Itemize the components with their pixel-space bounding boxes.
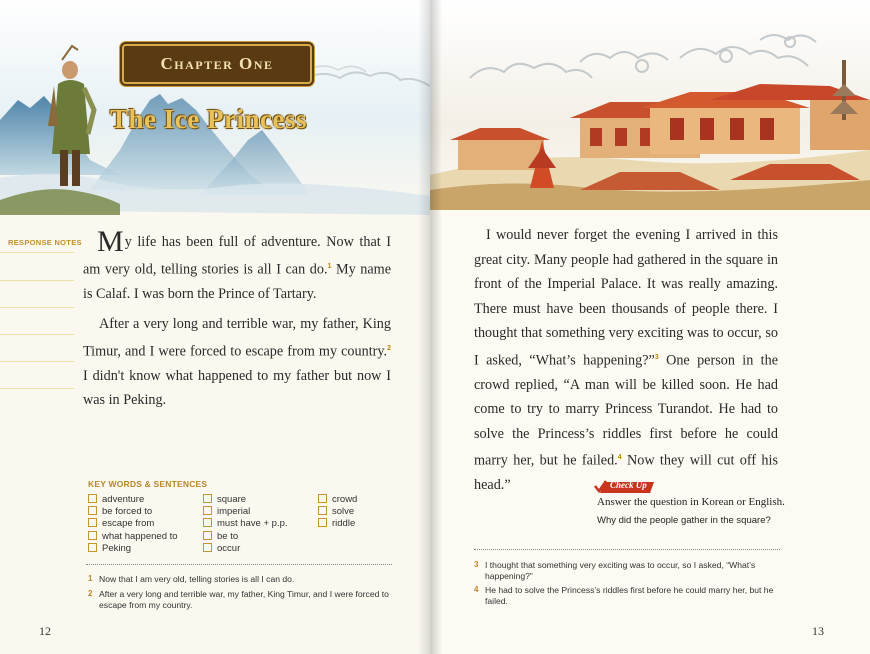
- footnote-1: 1 Now that I am very old, telling stories is all I can do.: [88, 574, 295, 584]
- checkbox-icon: [203, 506, 212, 515]
- check-up-label: Check Up: [610, 480, 647, 490]
- key-word-item: be to: [203, 531, 288, 543]
- paragraph-2: After a very long and terrible war, my father, King Timur, and I were forced to escape from my country.$^2$ I didn't know what happened to my father but now I was in Peking.: [83, 316, 391, 409]
- footnote-ref-3: 3: [654, 353, 659, 361]
- drop-cap: M: [97, 225, 124, 258]
- key-word-item: what happened to: [88, 531, 178, 543]
- key-word-item: Peking: [88, 543, 178, 555]
- key-word-item: imperial: [203, 506, 288, 518]
- chapter-label: Chapter One: [160, 54, 274, 73]
- key-word-item: escape from: [88, 518, 178, 530]
- key-word-item: adventure: [88, 494, 178, 506]
- checkbox-icon: [88, 518, 97, 527]
- key-words-col-1: [88, 494, 178, 555]
- checkbox-icon: [318, 506, 327, 515]
- response-notes-label: RESPONSE NOTES: [8, 238, 82, 247]
- page-number-left: 12: [39, 624, 51, 638]
- check-up-instruction: Answer the question in Korean or English.: [597, 496, 785, 508]
- key-word-item: be forced to: [88, 506, 178, 518]
- checkbox-icon: [88, 543, 97, 552]
- checkbox-icon: [203, 518, 212, 527]
- page-number-right: 13: [812, 624, 824, 638]
- footnote-ref-1: 1: [327, 262, 332, 270]
- key-words-col-3: [318, 494, 357, 531]
- right-body-text: I would never forget the evening I arrived in this great city. Many people had gathered in the square in front of the Imperial Palace. It was really amazing. There must have been thousands of people there. I thought that something very exciting was to occur, so I asked, “What’s happening?”$^3$ One person in the crowd replied, “A man will be killed soon. He had come to try to marry Princess Turandot. He had to solve the Princess’s riddles first before he could marry her, but he failed.$^4$ Now they will cut off his head.”: [474, 227, 778, 494]
- footnote-ref-2: 2: [387, 344, 391, 352]
- checkbox-icon: [203, 531, 212, 540]
- checkbox-icon: [88, 506, 97, 515]
- footnote-divider-right: [474, 549, 780, 550]
- checkbox-icon: [88, 494, 97, 503]
- key-word-item: solve: [318, 506, 357, 518]
- response-notes-lines: [0, 254, 74, 389]
- key-word-item: riddle: [318, 518, 357, 530]
- notes-rule-top: [0, 252, 74, 253]
- checkbox-icon: [318, 494, 327, 503]
- key-word-item: crowd: [318, 494, 357, 506]
- footnote-3: 3 I thought that something very exciting was to occur, so I asked, “What’s happening?”: [474, 560, 756, 581]
- paragraph-1: My life has been full of adventure. Now that I am very old, telling stories is all I can do.$^1$ My name is Calaf. I was born the Prince of Tartary.: [83, 225, 391, 302]
- footnote-divider: [86, 564, 392, 565]
- checkbox-icon: [203, 494, 212, 503]
- footnote-ref-4: 4: [617, 454, 622, 462]
- chapter-label-plate: [122, 44, 312, 84]
- palace-illustration: [430, 0, 870, 210]
- footnote-4: 4 He had to solve the Princess’s riddles first before he could marry her, but he failed.: [474, 585, 774, 606]
- key-word-item: occur: [203, 543, 288, 555]
- check-up-question: Why did the people gather in the square?: [597, 515, 771, 526]
- key-words-col-2: [203, 494, 288, 555]
- left-page: [0, 0, 430, 654]
- checkbox-icon: [203, 543, 212, 552]
- key-words-title: KEY WORDS & SENTENCES: [88, 479, 208, 489]
- key-word-item: must have + p.p.: [203, 518, 288, 530]
- checkbox-icon: [318, 518, 327, 527]
- key-word-item: square: [203, 494, 288, 506]
- left-body-text: [83, 225, 391, 419]
- footnote-2: 2 After a very long and terrible war, my father, King Timur, and I were forced to escape from my country.: [88, 589, 389, 610]
- chapter-title: The Ice Princess: [110, 104, 307, 134]
- checkbox-icon: [88, 531, 97, 540]
